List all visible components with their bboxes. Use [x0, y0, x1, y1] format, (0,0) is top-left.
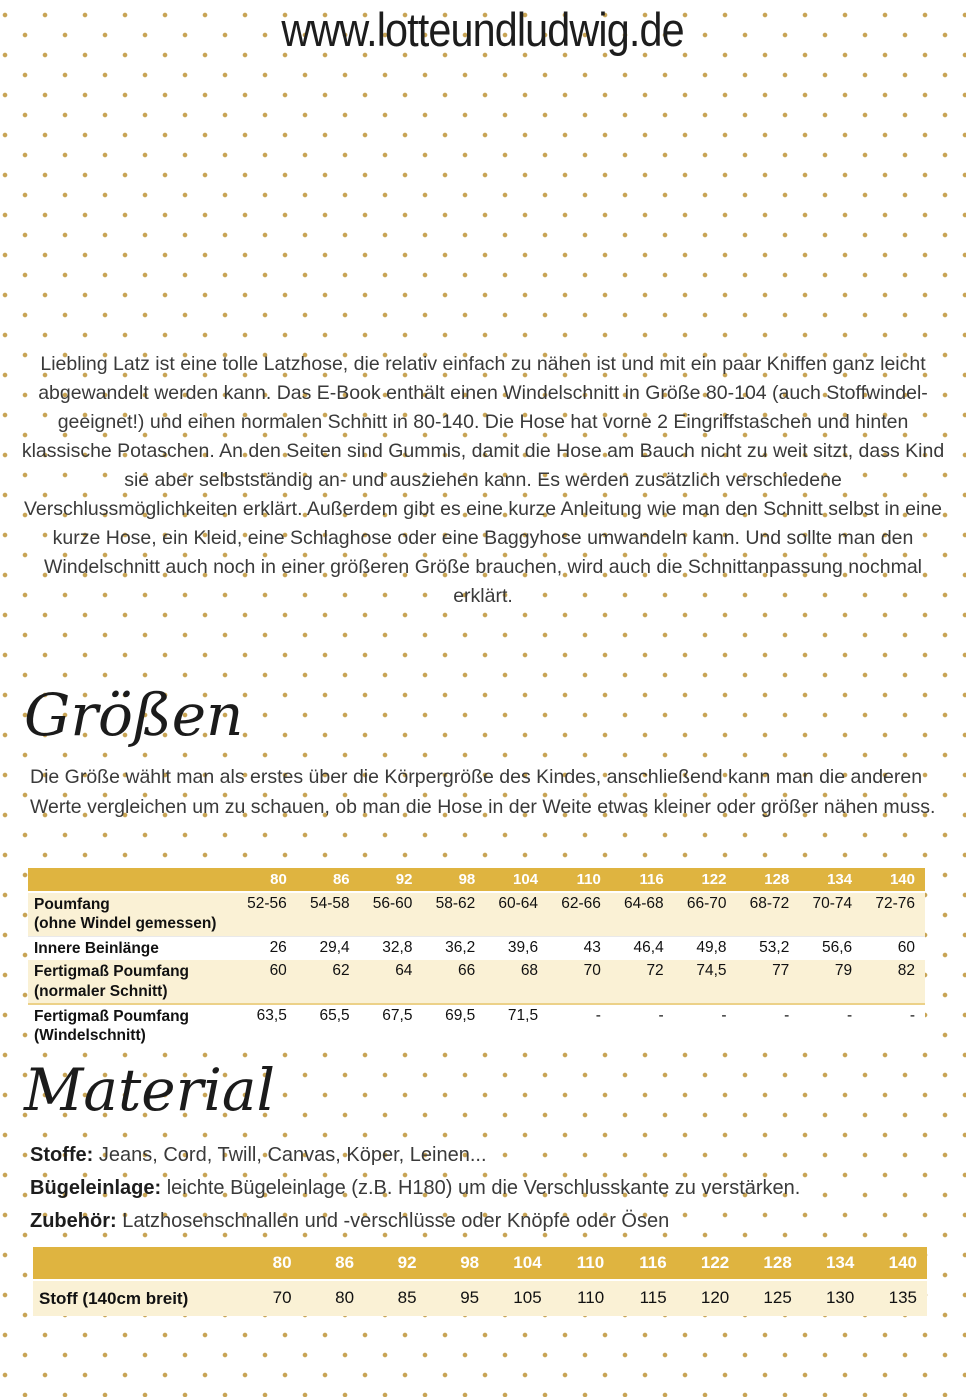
size-column-header: 98: [427, 1247, 490, 1280]
size-column-header: 116: [611, 868, 674, 892]
value-cell: 120: [700, 1288, 730, 1307]
value-cell: 39,6: [507, 938, 539, 956]
row-label-main: Fertigmaß Poumfang: [34, 963, 190, 981]
material-item-label: Bügeleinlage:: [30, 1177, 162, 1199]
value-cell: 82: [897, 962, 915, 980]
value-cell: 70-74: [812, 895, 853, 912]
table-row: [28, 1004, 925, 1048]
material-item-text: Jeans, Cord, Twill, Canvas, Köper, Leinen...: [93, 1144, 487, 1166]
table-row: [28, 892, 925, 936]
value-cell: -: [595, 1006, 601, 1024]
table-row: [33, 1280, 927, 1316]
site-url-text: www.lotteundludwig.de: [281, 3, 685, 56]
size-column-header: 92: [360, 868, 423, 892]
value-cell: 105: [513, 1288, 542, 1307]
value-cell: 63,5: [256, 1006, 287, 1024]
value-cell: 115: [639, 1288, 667, 1307]
row-label-main: Fertigmaß Poumfang: [34, 1007, 190, 1025]
material-item-buegeleinlage: [30, 1176, 942, 1200]
value-cell: -: [658, 1006, 664, 1024]
size-column-header: 122: [674, 868, 737, 892]
corner-cell: [28, 868, 234, 892]
row-label-sub: (normaler Schnitt): [34, 982, 168, 1000]
table-row: [28, 936, 925, 960]
value-cell: 46,4: [633, 938, 664, 956]
value-cell: 62-66: [561, 895, 601, 912]
value-cell: 32,8: [382, 938, 413, 956]
size-column-header: 128: [737, 868, 800, 892]
value-cell: 80: [335, 1288, 355, 1307]
size-column-header: 128: [739, 1247, 802, 1280]
size-column-header: 92: [364, 1247, 427, 1280]
size-column-header: 86: [297, 868, 360, 892]
value-cell: 49,8: [696, 938, 727, 956]
size-column-header: 80: [239, 1247, 302, 1280]
intro-paragraph: Liebling Latz ist eine tolle Latzhose, die relativ einfach zu nähen ist und mit ein paar Kniffen ganz leicht abgewandelt werden kann. Das E-Book enthält einen Windelschnitt in Größe 80-104 (auch Stoffwindel-geeignet!) und einen normalen Schnitt in 80-140. Die Hose hat vorne 2 Eingriffstaschen und hinten klassische Potaschen. An den Seiten sind Gummis, damit die Hose am Bauch nicht zu weit sitzt, dass Kind sie aber selbstständig an- und ausziehen kann. Es werden zusätzlich verschiedene Verschlussmöglichkeiten erklärt. Außerdem gibt es eine kurze Anleitung wie man den Schnitt selbst in eine kurze Hose, ein Kleid, eine Schlaghose oder eine Baggyhose umwandeln kann. Und sollte man den Windelschnitt auch noch in einer größeren Größe brauchen, wird auch die Schnittanpassung nochmal erklärt.: [21, 353, 945, 607]
value-cell: -: [909, 1006, 915, 1024]
value-cell: -: [846, 1006, 853, 1024]
value-cell: 110: [577, 1288, 605, 1307]
value-cell: 71,5: [507, 1006, 539, 1024]
size-column-header: 116: [614, 1247, 677, 1280]
size-column-header: 140: [864, 1247, 927, 1280]
material-item-text: Latzhosenschnallen und -verschlüsse oder Knöpfe oder Ösen: [116, 1210, 670, 1232]
value-cell: 29,4: [319, 938, 350, 956]
value-cell: 66: [458, 962, 476, 980]
material-item-stoffe: [30, 1143, 942, 1167]
size-column-header: 140: [862, 868, 925, 892]
sizes-table: [28, 868, 925, 1048]
size-column-header: 134: [799, 868, 862, 892]
material-item-label: Stoffe:: [30, 1144, 94, 1166]
value-cell: 56,6: [821, 938, 853, 956]
size-header-row: [33, 1247, 927, 1280]
value-cell: 60: [269, 962, 287, 980]
size-column-header: 110: [552, 1247, 615, 1280]
value-cell: 60-64: [498, 895, 539, 912]
size-column-header: 122: [677, 1247, 740, 1280]
value-cell: 36,2: [445, 938, 476, 956]
value-cell: 95: [460, 1288, 480, 1307]
value-cell: -: [784, 1006, 790, 1024]
size-header-row: [28, 868, 925, 892]
value-cell: 58-62: [435, 895, 476, 912]
value-cell: 69,5: [445, 1006, 476, 1024]
value-cell: 68: [520, 962, 539, 980]
value-cell: 130: [825, 1288, 855, 1307]
value-cell: 79: [834, 962, 853, 980]
size-column-header: 104: [485, 868, 548, 892]
value-cell: 70: [583, 962, 601, 980]
row-label-main: Stoff (140cm breit): [39, 1289, 189, 1308]
value-cell: 72-76: [875, 895, 915, 912]
value-cell: -: [721, 1006, 727, 1024]
row-label: [28, 1004, 234, 1048]
value-cell: 53,2: [759, 938, 790, 956]
size-column-header: 134: [802, 1247, 865, 1280]
value-cell: 62: [332, 962, 350, 980]
row-label: [28, 936, 234, 960]
value-cell: 67,5: [382, 1006, 413, 1024]
size-column-header: 110: [548, 868, 611, 892]
value-cell: 43: [583, 938, 601, 956]
value-cell: 54-58: [309, 895, 350, 912]
value-cell: 64-68: [624, 895, 664, 912]
row-label: [28, 892, 234, 936]
value-cell: 74,5: [696, 962, 727, 980]
row-label-sub: (ohne Windel gemessen): [34, 915, 217, 933]
material-list: [30, 1143, 942, 1242]
size-column-header: 98: [422, 868, 485, 892]
size-column-header: 104: [489, 1247, 552, 1280]
value-cell: 70: [272, 1288, 292, 1307]
value-cell: 85: [397, 1288, 417, 1307]
value-cell: 68-72: [749, 895, 790, 912]
value-cell: 26: [269, 938, 287, 956]
fabric-requirements-table: [33, 1247, 927, 1316]
value-cell: 125: [763, 1288, 792, 1307]
size-column-header: 86: [302, 1247, 365, 1280]
corner-cell: [33, 1247, 239, 1280]
value-cell: 72: [646, 962, 664, 980]
sizes-heading: Größen: [24, 681, 244, 749]
material-item-zubehoer: [30, 1209, 942, 1233]
sizes-description: Die Größe wählt man als erstes über die Körpergröße des Kindes, anschließend kann man die anderen Werte vergleichen um zu schauen, ob man die Hose in der Weite etwas kleiner oder größer nähen muss.: [30, 766, 936, 818]
value-cell: 52-56: [247, 895, 287, 912]
value-cell: 64: [395, 962, 413, 980]
value-cell: 60: [897, 938, 915, 956]
row-label: [28, 960, 234, 1004]
material-heading: Material: [24, 1056, 276, 1124]
row-label: [33, 1280, 239, 1316]
value-cell: 66-70: [686, 895, 727, 912]
value-cell: 135: [888, 1288, 917, 1307]
site-url-header: [0, 2, 966, 57]
row-label-sub: (Windelschnitt): [34, 1027, 146, 1045]
table-row: [28, 960, 925, 1004]
row-label-main: Poumfang: [34, 896, 110, 913]
material-item-label: Zubehör:: [30, 1210, 117, 1232]
value-cell: 56-60: [372, 895, 413, 912]
value-cell: 65,5: [319, 1006, 350, 1024]
size-column-header: 80: [234, 868, 297, 892]
material-item-text: leichte Bügeleinlage (z.B. H180) um die Verschlusskante zu verstärken.: [161, 1177, 801, 1199]
row-label-main: Innere Beinlänge: [34, 939, 159, 957]
value-cell: 77: [772, 962, 790, 980]
